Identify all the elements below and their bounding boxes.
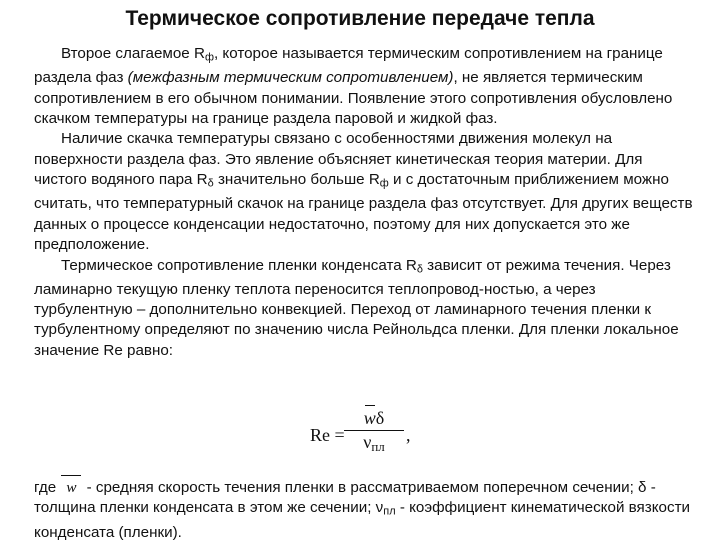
p1-text-a: Второе слагаемое R	[61, 45, 205, 62]
paragraph-3	[34, 256, 696, 362]
p1-text-b: , которое называется термическим сопротивлением на границе раздела фаз	[34, 45, 663, 87]
formula-denominator	[344, 432, 404, 455]
formula-comma: ,	[406, 425, 411, 445]
p3-text-a: Термическое сопротивление пленки конденсата R	[61, 256, 417, 274]
paragraph-1	[34, 44, 696, 129]
paragraph-2	[34, 129, 696, 255]
p1-subscript: ф	[204, 51, 214, 64]
footer-text-c: - коэффициент кинематической вязкости конденсата (пленки).	[34, 499, 691, 541]
formula-fraction	[344, 408, 404, 455]
p2-text-b: значительно больше R	[213, 171, 380, 189]
footer-text-b: - средняя скорость течения пленки в рассматриваемом поперечном сечении; δ - толщина пленки конденсата в этом же сечении; ν	[34, 479, 656, 517]
formula-delta: δ	[375, 408, 385, 428]
slide-title: Термическое сопротивление передаче тепла	[125, 7, 595, 30]
p2-text-a: Наличие скачка температуры связано с особенностями движения молекул на поверхности раздела фаз. Это явление объясняет кинетическая теория материи. Для чистого водяного пара R	[34, 130, 643, 189]
formula-w-bar: w	[363, 408, 376, 428]
p3-text-b: зависит от режима течения. Через ламинарно текущую пленку теплота переносится теплопровод-ностью, а через турбулентную – дополнительно конвекцией. Переход от ламинарного течения пленки к турбулентному определяют по значению числа Рейнольдса пленки. Для пленки локальное значение Re равно:	[34, 256, 679, 359]
formula-lhs: Re =	[310, 425, 345, 445]
formula-numerator	[344, 408, 404, 429]
p2-subscript-b: ф	[379, 177, 389, 190]
fraction-bar	[344, 430, 404, 431]
formula-nu: ν	[363, 432, 372, 452]
formula-nu-subscript: пл	[371, 439, 385, 455]
footer-text	[34, 478, 696, 543]
p1-italic: (межфазным термическим сопротивлением)	[127, 69, 454, 87]
p2-text-c: и с достаточным приближением можно считать, что температурный скачок на границе раздела фаз отсутствует. Для других веществ данных о процессе конденсации недостаточно, поэтому для них допускается это же предположение.	[34, 171, 693, 254]
reynolds-formula	[306, 406, 416, 468]
p2-subscript-a: δ	[207, 177, 214, 190]
p3-subscript: δ	[416, 263, 423, 276]
p1-text-c: , не является термическим сопротивлением в его обычном понимании. Появление этого сопротивления обусловлено скачком температуры на границе раздела паровой и жидкой фаз.	[34, 69, 673, 127]
footer-text-a: где	[34, 479, 61, 496]
body-text	[34, 44, 696, 361]
w-bar-symbol: w	[60, 478, 82, 498]
footer-subscript: пл	[383, 506, 396, 519]
